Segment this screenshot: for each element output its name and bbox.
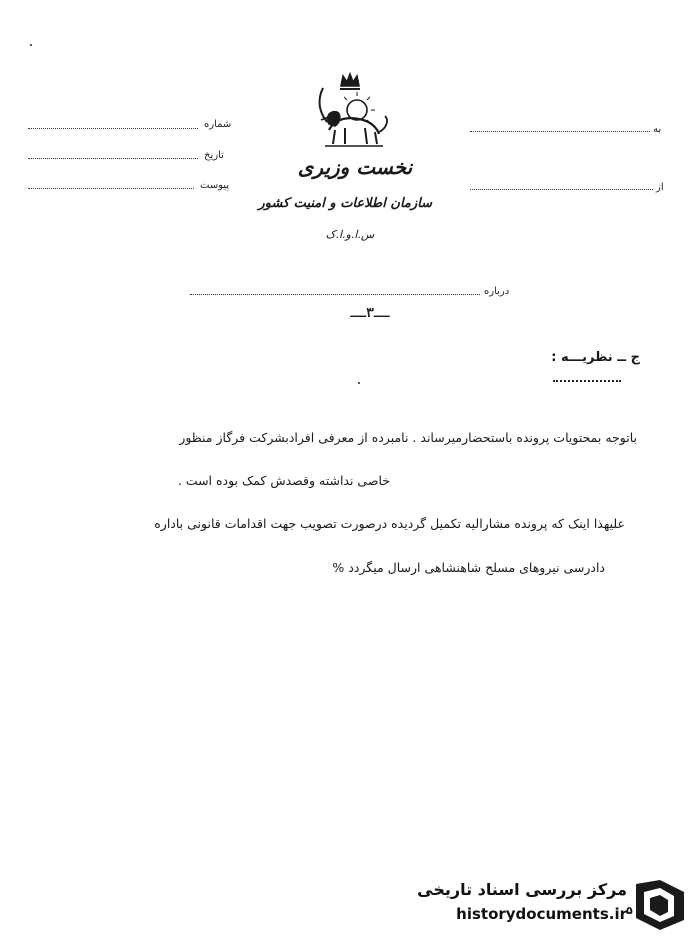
lion-and-sun-emblem-icon [305,72,395,152]
number-field-line [28,128,198,129]
organization-subtitle: سازمان اطلاعات و امنیت کشور [258,196,432,211]
subject-field-line [190,294,480,295]
subject-field-label: درباره [484,286,510,297]
from-field-line [470,189,653,190]
to-field-line [470,131,650,132]
watermark-number: ۵ [626,904,633,917]
organization-code: س.ا.و.ا.ک [325,228,375,241]
body-line-2: خاصی نداشته وقصدش کمک بوده است . [177,473,390,488]
organization-name: نخست وزیری [297,155,413,179]
attachment-field-label: پیوست [200,180,230,191]
scan-speck [358,382,360,384]
number-field-label: شماره [204,119,232,130]
watermark-url[interactable]: historydocuments.ir [456,905,627,923]
body-line-1: باتوجه بمحتویات پرونده باستحضارمیرساند . نامبرده از معرفی افرادبشرکت فرگاز منظور [179,430,637,445]
page-number: ــ۳ــ [350,306,390,321]
to-field-label: به [653,124,662,135]
scan-speck [30,44,32,46]
body-line-4: دادرسی نیروهای مسلح شاهنشاهی ارسال میگردد % [332,560,605,575]
date-field-label: تاریخ [204,150,224,161]
attachment-field-line [28,188,194,189]
watermark-title: مرکز بررسی اسناد تاریخی [417,880,627,899]
from-field-label: از [656,182,664,193]
body-line-3: علیهذا اینک که پرونده مشارالیه تکمیل گردیده درصورت تصویب جهت اقدامات قانونی باداره [154,516,625,531]
archive-logo-icon [630,878,688,932]
heading-underline [553,380,621,382]
section-heading: ج ــ نظریـــه : [551,350,640,365]
date-field-line [28,158,198,159]
